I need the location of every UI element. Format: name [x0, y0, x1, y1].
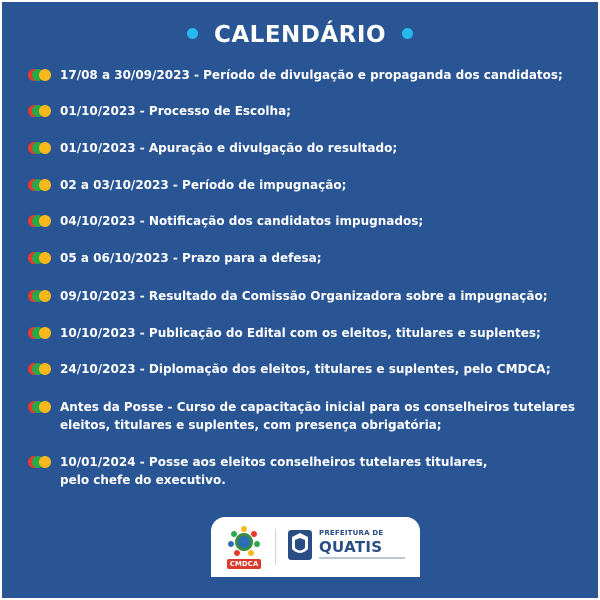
bullet-dots-icon — [28, 252, 52, 264]
calendar-item-text: 24/10/2023 - Diplomação dos eleitos, titulares e suplentes, pelo CMDCA; — [60, 362, 551, 376]
calendar-title — [2, 22, 598, 48]
calendar-item-text: 02 a 03/10/2023 - Período de impugnação; — [60, 178, 347, 192]
calendar-item-text: 05 a 06/10/2023 - Prazo para a defesa; — [60, 251, 322, 265]
cmdca-label: CMDCA — [227, 559, 261, 569]
cmdca-logo — [227, 525, 261, 569]
calendar-item-text: 04/10/2023 - Notificação dos candidatos impugnados; — [60, 214, 424, 228]
bullet-dots-icon — [28, 290, 52, 302]
calendar-item-text: 01/10/2023 - Apuração e divulgação do resultado; — [60, 141, 398, 155]
calendar-item-text-continued: eleitos, titulares e suplentes, com presença obrigatória; — [60, 418, 442, 432]
bullet-dots-icon — [28, 215, 52, 227]
bullet-dots-icon — [28, 105, 52, 117]
calendar-item-text: 01/10/2023 - Processo de Escolha; — [60, 104, 291, 118]
title-dot-right-icon — [402, 28, 413, 39]
title-text: CALENDÁRIO — [213, 22, 386, 48]
calendar-item-text: 10/10/2023 - Publicação do Edital com os eleitos, titulares e suplentes; — [60, 326, 541, 340]
bullet-dots-icon — [28, 401, 52, 413]
calendar-item-text: Antes da Posse - Curso de capacitação inicial para os conselheiros tutelares — [60, 400, 575, 414]
bullet-dots-icon — [28, 456, 52, 468]
prefeitura-label: PREFEITURA DE — [319, 529, 384, 537]
calendar-item-text: 17/08 a 30/09/2023 - Período de divulgação e propaganda dos candidatos; — [60, 68, 563, 82]
bullet-dots-icon — [28, 327, 52, 339]
quatis-crest-icon — [287, 529, 313, 561]
bullet-dots-icon — [28, 179, 52, 191]
bullet-dots-icon — [28, 69, 52, 81]
logo-divider — [275, 529, 276, 565]
footer-logos — [211, 517, 420, 577]
bullet-dots-icon — [28, 363, 52, 375]
bullet-dots-icon — [28, 142, 52, 154]
quatis-label: QUATIS — [319, 538, 383, 556]
calendar-item-text: 10/01/2024 - Posse aos eleitos conselheiros tutelares titulares, — [60, 455, 488, 469]
calendar-item-text-continued: pelo chefe do executivo. — [60, 473, 226, 487]
calendar-item-text: 09/10/2023 - Resultado da Comissão Organizadora sobre a impugnação; — [60, 289, 548, 303]
quatis-underline — [319, 557, 405, 559]
prefeitura-quatis-logo — [287, 527, 411, 567]
cmdca-emblem-icon — [227, 525, 261, 559]
title-dot-left-icon — [187, 28, 198, 39]
calendar-poster — [2, 2, 598, 598]
